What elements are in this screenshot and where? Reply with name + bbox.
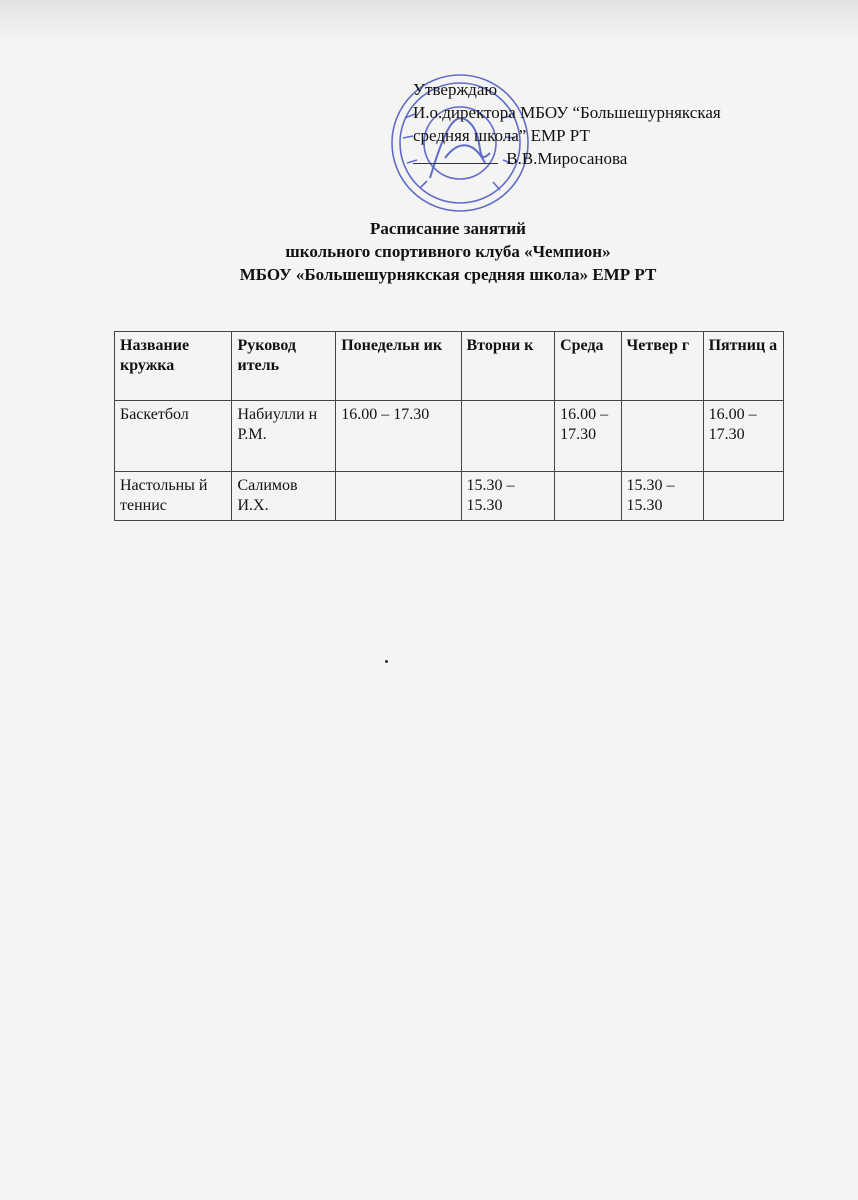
document-title: [0, 217, 858, 286]
title-line-3: МБОУ «Большешурнякская средняя школа» ЕМР РТ: [239, 265, 657, 284]
signature-blank: [413, 147, 498, 164]
approval-heading: Утверждаю: [413, 80, 498, 99]
approval-organization: средняя школа” ЕМР РТ: [413, 126, 590, 145]
cell-leader: Набиулли н Р.М.: [232, 401, 336, 472]
table-row: [115, 472, 784, 521]
cell-thursday: 15.30 – 15.30: [621, 472, 703, 521]
cell-club-name: Баскетбол: [115, 401, 232, 472]
signature-line: [413, 147, 833, 170]
header-friday: Пятниц а: [703, 332, 783, 401]
signer-name: В.В.Миросанова: [506, 149, 628, 168]
cell-thursday: [621, 401, 703, 472]
cell-friday: 16.00 – 17.30: [703, 401, 783, 472]
cell-wednesday: 16.00 – 17.30: [555, 401, 621, 472]
cell-club-name: Настольны й теннис: [115, 472, 232, 521]
header-leader: Руковод итель: [232, 332, 336, 401]
header-club-name: Название кружка: [115, 332, 232, 401]
cell-monday: 16.00 – 17.30: [336, 401, 461, 472]
header-tuesday: Вторни к: [461, 332, 555, 401]
approval-position: И.о.директора МБОУ “Большешурнякская: [413, 103, 721, 122]
scan-speck: [385, 660, 388, 663]
cell-wednesday: [555, 472, 621, 521]
title-line-1: Расписание занятий: [370, 219, 526, 238]
approval-block: [413, 78, 833, 170]
header-thursday: Четвер г: [621, 332, 703, 401]
cell-monday: [336, 472, 461, 521]
title-line-2: школьного спортивного клуба «Чемпион»: [285, 242, 611, 261]
header-wednesday: Среда: [555, 332, 621, 401]
cell-tuesday: [461, 401, 555, 472]
table-row: [115, 401, 784, 472]
scan-edge-shadow: [0, 0, 858, 40]
header-monday: Понедельн ик: [336, 332, 461, 401]
cell-friday: [703, 472, 783, 521]
schedule-table: [114, 331, 784, 521]
cell-tuesday: 15.30 – 15.30: [461, 472, 555, 521]
table-header-row: [115, 332, 784, 401]
cell-leader: Салимов И.Х.: [232, 472, 336, 521]
